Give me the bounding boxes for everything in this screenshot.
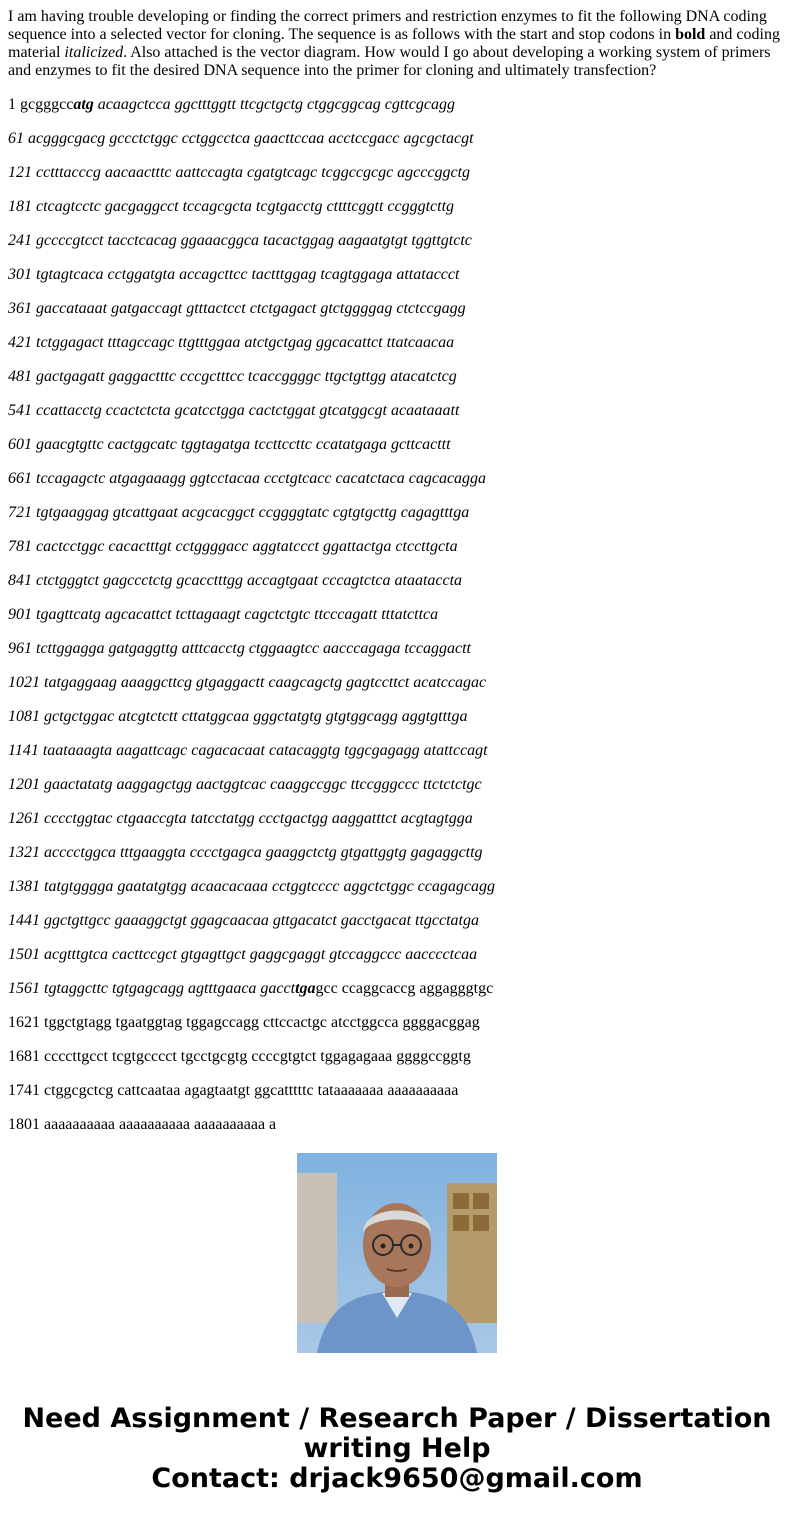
sequence-line: 841 ctctgggtct gagccctctg gcacctttgg accagtgaat cccagtctca ataataccta: [8, 572, 463, 589]
sequence-line: 721 tgtgaaggag gtcattgaat acgcacggct ccggggtatc cgtgtgcttg cagagtttga: [8, 504, 470, 521]
sequence-line: 1321 acccctggca tttgaaggta cccctgagca gaaggctctg gtgattggtg gagaggcttg: [8, 844, 483, 861]
sequence-line: 1261 cccctggtac ctgaaccgta tatcctatgg ccctgactgg aaggatttct acgtagtgga: [8, 810, 473, 827]
footer-line-1: Need Assignment / Research Paper / Dissertation: [22, 1403, 772, 1434]
question-part-1: I am having trouble developing or finding the correct primers and restriction enzymes to fit the following DNA coding sequence into a selected vector for cloning. The sequence is as follows with the start and stop codons in: [8, 8, 767, 43]
sequence-line-1: [8, 96, 788, 130]
sequence-line: 1141 taataaagta aagattcagc cagacacaat catacaggtg tggcgagagg atattccagt: [8, 742, 488, 759]
stop-codon: tga: [295, 980, 316, 997]
sequence-line: 901 tgagttcatg agcacattct tcttagaagt cagctctgtc ttcccagatt tttatcttca: [8, 606, 439, 623]
sequence-line: 241 gccccgtcct tacctcacag ggaaacggca tacactggag aagaatgtgt tggttgtctc: [8, 232, 472, 249]
author-avatar: [297, 1153, 497, 1353]
avatar-portrait-image: [297, 1153, 497, 1353]
sequence-line: 1801 aaaaaaaaaa aaaaaaaaaa aaaaaaaaaa a: [8, 1116, 277, 1133]
footer-line-2: writing Help: [303, 1433, 491, 1464]
question-bold-word: bold: [675, 26, 706, 43]
footer-contact: Contact: drjack9650@gmail.com: [151, 1463, 643, 1494]
sequence-line: 481 gactgagatt gaggactttc cccgctttcc tcaccggggc ttgctgttgg atacatctcg: [8, 368, 457, 385]
sequence-line: 1441 ggctgttgcc gaaaggctgt ggagcaacaa gttgacatct gacctgacat ttgcctatga: [8, 912, 479, 929]
sequence-line: 1501 acgtttgtca cacttccgct gtgagttgct gaggcgaggt gtccaggccc aacccctcaa: [8, 946, 478, 963]
tail-lines: [8, 1014, 788, 1150]
sequence-line: 421 tctggagact tttagccagc ttgtttggaa atctgctgag ggcacattct ttatcaacaa: [8, 334, 455, 351]
sequence-listing: [8, 96, 788, 1133]
question-part-2: and coding material: [8, 26, 780, 61]
sequence-line-number: 1: [8, 96, 16, 113]
sequence-line: 121 cctttacccg aacaactttc aattccagta cgatgtcagc tcggccgcgc agcccggctg: [8, 164, 471, 181]
sequence-line: 181 ctcagtcctc gacgaggcct tccagcgcta tcgtgacctg cttttcggtt ccgggtcttg: [8, 198, 455, 215]
question-italic-word: italicized: [64, 44, 124, 61]
sequence-coding-end: 1561 tgtaggcttc tgtgagcagg agtttgaaca gacct: [8, 980, 296, 997]
sequence-line-stop: [8, 980, 788, 1014]
sequence-line: 661 tccagagctc atgagaaagg ggtcctacaa ccctgtcacc cacatctaca cagcacagga: [8, 470, 487, 487]
question-part-3: . Also attached is the vector diagram. How would I go about developing a working system of primers and enzymes to fit the desired DNA sequence into the primer for cloning and ultimately transfection?: [8, 44, 771, 79]
sequence-line: 1621 tggctgtagg tgaatggtag tggagccagg cttccactgc atcctggcca ggggacggag: [8, 1014, 480, 1031]
question-text: [8, 8, 788, 80]
sequence-5utr: gcgggcc: [20, 96, 74, 113]
sequence-line: 1021 tatgaggaag aaaggcttcg gtgaggactt caagcagctg gagtccttct acatccagac: [8, 674, 487, 691]
sequence-line: 1081 gctgctggac atcgtctctt cttatggcaa gggctatgtg gtgtggcagg aggtgtttga: [8, 708, 468, 725]
sequence-line: 1201 gaactatatg aaggagctgg aactggtcac caaggccggc ttccgggccc ttctctctgc: [8, 776, 482, 793]
sequence-line: 961 tcttggagga gatgaggttg atttcacctg ctggaagtcc aacccagaga tccaggactt: [8, 640, 471, 657]
sequence-line: 301 tgtagtcaca cctggatgta accagcttcc tactttggag tcagtggaga attataccct: [8, 266, 460, 283]
sequence-line: 1381 tatgtgggga gaatatgtgg acaacacaaa cctggtcccc aggctctggc ccagagcagg: [8, 878, 495, 895]
sequence-line: 1681 ccccttgcct tcgtgcccct tgcctgcgtg ccccgtgtct tggagagaaa ggggccggtg: [8, 1048, 471, 1065]
sequence-line: 601 gaacgtgttc cactggcatc tggtagatga tccttccttc ccatatgaga gcttcacttt: [8, 436, 451, 453]
start-codon: atg: [73, 96, 94, 113]
sequence-3utr-start: gcc ccaggcaccg aggagggtgc: [315, 980, 494, 997]
sequence-line: 541 ccattacctg ccactctcta gcatcctgga cactctggat gtcatggcgt acaataaatt: [8, 402, 460, 419]
sequence-line: 1741 ctggcgctcg cattcaataa agagtaatgt ggcatttttc tataaaaaaa aaaaaaaaaa: [8, 1082, 459, 1099]
footer-advertisement: [0, 1404, 794, 1494]
sequence-coding-start: acaagctcca ggctttggtt ttcgctgctg ctggcggcag cgttcgcagg: [93, 96, 455, 113]
coding-lines: [8, 130, 788, 980]
sequence-line: 781 cactcctggc cacactttgt cctggggacc aggtatccct ggattactga ctccttgcta: [8, 538, 458, 555]
sequence-line: 361 gaccataaat gatgaccagt gtttactcct ctctgagact gtctggggag ctctccgagg: [8, 300, 466, 317]
sequence-line: 61 acgggcgacg gccctctggc cctggcctca gaacttccaa acctccgacc agcgctacgt: [8, 130, 474, 147]
